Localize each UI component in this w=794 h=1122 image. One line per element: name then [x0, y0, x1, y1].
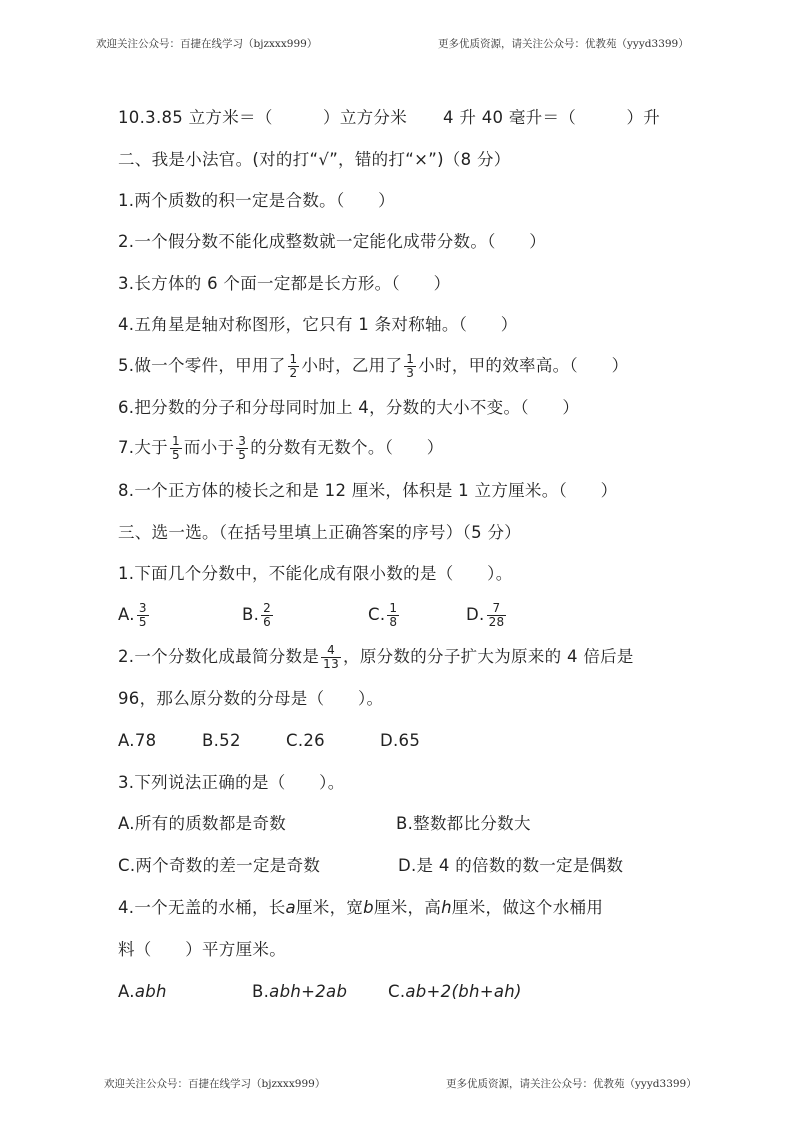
q2-text-b: ，原分数的分子扩大为原来的 4 倍后是	[343, 647, 634, 666]
fraction-numerator: 7	[487, 602, 507, 616]
option-fraction	[261, 602, 273, 629]
q4-text-c: 厘米，高	[373, 898, 442, 917]
s2-question-3: 3.长方体的 6 个面一定都是长方形。（ ）	[118, 274, 451, 293]
q5-fraction-2	[404, 353, 416, 380]
fraction-denominator: 5	[138, 615, 147, 629]
fraction-denominator: 6	[263, 615, 272, 629]
header-top-left: 欢迎关注公众号：百捷在线学习（bjzxxx999）	[96, 38, 318, 50]
s2-question-5	[118, 351, 628, 381]
fraction-numerator: 1	[289, 352, 298, 366]
fraction-numerator: 1	[171, 434, 180, 448]
option-fraction	[487, 602, 507, 629]
s3-question-4-options	[118, 982, 522, 1002]
header-top-right: 更多优质资源，请关注公众号：优教苑（yyyd3399）	[438, 38, 689, 50]
fraction-denominator: 13	[323, 657, 340, 671]
s3-question-3: 3.下列说法正确的是（ ）。	[118, 773, 345, 792]
s2-question-1: 1.两个质数的积一定是合数。（ ）	[118, 191, 395, 210]
option-b: B.abh+2ab	[252, 982, 348, 1001]
fraction-denominator: 5	[238, 448, 247, 462]
q2-fraction	[321, 644, 341, 671]
q7-fraction-2	[236, 435, 248, 462]
section3-title: 三、选一选。（在括号里填上正确答案的序号）（5 分）	[118, 523, 522, 542]
option-c: C.26	[286, 731, 325, 750]
option-fraction	[387, 602, 399, 629]
option-fraction	[137, 602, 149, 629]
q7-fraction-1	[170, 435, 182, 462]
fraction-denominator: 5	[171, 448, 180, 462]
s3-question-1-options	[118, 598, 508, 632]
fraction-numerator: 4	[321, 644, 341, 658]
q2-text-a: 2.一个分数化成最简分数是	[118, 647, 320, 666]
question-10	[118, 108, 660, 128]
q4-text-b: 厘米，宽	[295, 898, 364, 917]
option-a: A.78	[118, 731, 157, 750]
section2-title: 二、我是小法官。(对的打“√”，错的打“×”)（8 分）	[118, 150, 511, 169]
s3-question-4-line2: 料（ ）平方厘米。	[118, 940, 286, 959]
q10-part1: 10.3.85 立方米＝（ ）立方分米	[118, 108, 408, 127]
q4-var-a: a	[285, 898, 296, 917]
option-d: D.是 4 的倍数的数一定是偶数	[398, 856, 624, 875]
fraction-denominator: 3	[406, 366, 415, 380]
q4-text-a: 4.一个无盖的水桶，长	[118, 898, 286, 917]
q5-text-a: 5.做一个零件，甲用了	[118, 356, 286, 375]
option-b: B.52	[202, 731, 241, 750]
q5-fraction-1	[288, 353, 300, 380]
option-a: A. $\frac{3}{5}$	[118, 601, 147, 629]
q7-text-c: 的分数有无数个。（ ）	[250, 438, 444, 457]
s3-question-2-line2: 96，那么原分数的分母是（ ）。	[118, 689, 384, 708]
s3-question-1: 1.下面几个分数中，不能化成有限小数的是（ ）。	[118, 564, 513, 583]
s2-question-7	[118, 433, 444, 463]
option-b: B. $\frac{2}{6}$	[242, 601, 272, 629]
fraction-denominator: 28	[488, 615, 505, 629]
option-d: D.65	[380, 731, 421, 750]
option-a: A.abh	[118, 982, 167, 1001]
s3-question-2-options	[118, 731, 420, 751]
fraction-denominator: 2	[289, 366, 298, 380]
s2-question-2: 2.一个假分数不能化成整数就一定能化成带分数。（ ）	[118, 232, 547, 251]
fraction-numerator: 3	[138, 601, 147, 615]
option-c: C.两个奇数的差一定是奇数	[118, 856, 321, 875]
option-c: C.ab+2(bh+ah)	[388, 982, 522, 1001]
q5-text-b: 小时，乙用了	[301, 356, 403, 375]
s2-question-8: 8.一个正方体的棱长之和是 12 厘米，体积是 1 立方厘米。（ ）	[118, 481, 618, 500]
fraction-numerator: 2	[263, 601, 272, 615]
option-d: D. $\frac{7}{28}$	[466, 601, 505, 629]
fraction-numerator: 3	[238, 434, 247, 448]
option-b: B.整数都比分数大	[396, 814, 531, 833]
fraction-numerator: 1	[406, 352, 415, 366]
fraction-denominator: 8	[389, 615, 398, 629]
s3-question-2	[118, 640, 634, 674]
s3-question-4	[118, 898, 603, 918]
option-a: A.所有的质数都是奇数	[118, 814, 287, 833]
footer-left: 欢迎关注公众号：百捷在线学习（bjzxxx999）	[104, 1078, 326, 1090]
s2-question-6: 6.把分数的分子和分母同时加上 4，分数的大小不变。（ ）	[118, 398, 580, 417]
q4-var-h: h	[441, 898, 452, 917]
q4-text-d: 厘米，做这个水桶用	[451, 898, 604, 917]
q5-text-c: 小时，甲的效率高。（ ）	[418, 356, 629, 375]
fraction-numerator: 1	[389, 601, 398, 615]
s3-question-3-options-cd	[118, 856, 623, 876]
s3-question-3-options-ab	[118, 814, 531, 834]
s2-question-4: 4.五角星是轴对称图形，它只有 1 条对称轴。（ ）	[118, 315, 518, 334]
q7-text-a: 7.大于	[118, 438, 168, 457]
footer-right: 更多优质资源，请关注公众号：优教苑（yyyd3399）	[446, 1078, 697, 1090]
q10-part2: 4 升 40 毫升＝（ ）升	[443, 108, 661, 127]
q4-var-b: b	[363, 898, 374, 917]
q7-text-b: 而小于	[183, 438, 235, 457]
option-c: C. $\frac{1}{8}$	[368, 601, 398, 629]
